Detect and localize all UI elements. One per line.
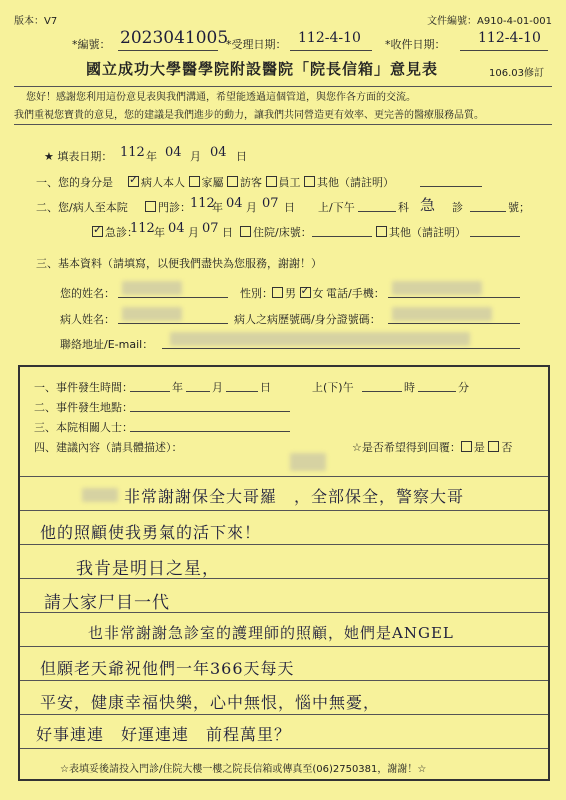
revision-label: 106.03修訂 <box>489 68 544 79</box>
event-staff-label: 三、本院相關人士： <box>34 421 133 434</box>
reply-no: 否 <box>501 441 513 454</box>
redacted-signature <box>290 453 326 471</box>
handwriting-line-3: 我肯是明日之星， <box>76 559 220 579</box>
other-row <box>376 224 466 240</box>
checkbox-female[interactable] <box>300 287 311 298</box>
serial-label: *編號： <box>72 38 111 51</box>
clinic-day-unit: 日 <box>284 201 295 214</box>
patient-name-label: 病人姓名： <box>60 313 115 326</box>
checkbox-patient[interactable] <box>128 176 139 187</box>
handwriting-line-5: 也非常謝謝急診室的護理師的照顧，她們是ANGEL <box>88 624 454 642</box>
clinic-month-unit: 月 <box>246 201 257 214</box>
dept-suffix: 科 <box>398 201 409 214</box>
gender-label: 性別： <box>240 287 273 300</box>
document-number: 文件編號：A910-4-01-001 <box>427 16 552 27</box>
version-label: 版本：V7 <box>14 16 58 27</box>
form-title: 國立成功大學醫學院附設醫院「院長信箱」意見表 <box>86 60 439 78</box>
identity-options <box>128 174 394 190</box>
clinic-row <box>145 199 191 215</box>
number-suffix: 號； <box>508 201 530 214</box>
male-label: 男 <box>285 287 296 300</box>
redacted-phone <box>392 281 482 295</box>
er-label: 急診： <box>105 226 138 239</box>
inpatient-row <box>240 224 312 240</box>
checkbox-reply-yes[interactable] <box>461 441 472 452</box>
event-month-unit: 月 <box>212 381 223 394</box>
event-ampm: 上(下)午 <box>312 381 354 394</box>
redacted-patient-name <box>122 307 182 321</box>
checkbox-inpatient[interactable] <box>240 226 251 237</box>
event-minute-unit: 分 <box>458 381 469 394</box>
clinic-day: 07 <box>262 196 279 211</box>
er-month: 04 <box>168 221 185 236</box>
option-family: 家屬 <box>201 176 224 189</box>
option-patient: 病人本人 <box>141 176 185 189</box>
redacted-name <box>122 281 182 295</box>
checkbox-male[interactable] <box>272 287 283 298</box>
reply-yes: 是 <box>473 441 485 454</box>
event-time-label: 一、事件發生時間： <box>34 381 133 394</box>
redacted-handwritten-name <box>82 488 118 502</box>
visit-other-label: 其他（請註明） <box>389 226 466 239</box>
clinic-year-unit: 年 <box>212 201 223 214</box>
serial-value: 2023041005 <box>120 28 229 48</box>
handwriting-line-8: 好事連連 好運連連 前程萬里？ <box>36 725 292 744</box>
intro-line-2: 我們重視您寶貴的意見，您的建議是我們進步的動力，讓我們共同營造更有效率、更完善的醫療服務品質。 <box>14 110 484 121</box>
fill-day: 04 <box>210 145 227 160</box>
er-day-unit: 日 <box>222 226 233 239</box>
option-other: 其他（請註明） <box>317 176 394 189</box>
checkbox-other[interactable] <box>304 176 315 187</box>
identity-label: 一、您的身分是 <box>36 176 113 189</box>
event-place-label: 二、事件發生地點： <box>34 401 133 414</box>
checkbox-visitor[interactable] <box>227 176 238 187</box>
accept-date-label: *受理日期： <box>226 38 287 51</box>
basic-info-label: 三、基本資料（請填寫，以便我們盡快為您服務，謝謝！） <box>36 257 322 270</box>
inpatient-label: 住院/床號： <box>253 226 312 239</box>
fill-date-label: ★ 填表日期： <box>44 150 113 163</box>
handwriting-line-1: 非常謝謝保全大哥羅 ，全部保全，警察大哥 <box>124 487 465 506</box>
option-visitor: 訪客 <box>240 176 262 189</box>
er-day: 07 <box>202 221 219 236</box>
event-hour-unit: 時 <box>404 381 415 394</box>
day-unit: 日 <box>236 150 247 163</box>
checkbox-reply-no[interactable] <box>488 441 499 452</box>
checkbox-clinic[interactable] <box>145 201 156 212</box>
redacted-address <box>170 332 470 346</box>
clinic-year: 112 <box>190 196 215 211</box>
dept-value: 急 <box>420 196 436 214</box>
handwriting-line-2: 他的照顧使我勇氣的活下來！ <box>40 523 262 542</box>
clinic-suffix: 診 <box>452 201 463 214</box>
fill-month: 04 <box>165 145 182 160</box>
year-unit: 年 <box>146 150 157 163</box>
event-year-unit: 年 <box>172 381 183 394</box>
checkbox-visit-other[interactable] <box>376 226 387 237</box>
receive-date-label: *收件日期： <box>385 38 446 51</box>
intro-line-1: 您好！感謝您利用這份意見表與我們溝通，希望能透過這個管道，與您作各方面的交流。 <box>26 92 416 103</box>
checkbox-staff[interactable] <box>266 176 277 187</box>
phone-label: 電話/手機： <box>326 287 385 300</box>
clinic-label: 門診： <box>158 201 191 214</box>
reply-label <box>352 439 512 455</box>
receive-date-value: 112-4-10 <box>478 30 541 46</box>
female-label: 女 <box>312 287 324 300</box>
option-staff: 員工 <box>278 176 301 189</box>
address-label: 聯絡地址/E-mail： <box>60 338 154 351</box>
accept-date-value: 112-4-10 <box>298 30 361 46</box>
handwriting-line-7: 平安，健康幸福快樂，心中無恨，惱中無憂， <box>40 693 381 712</box>
gender-options <box>272 285 324 301</box>
suggestion-label: 四、建議內容（請具體描述）： <box>34 441 183 454</box>
handwriting-line-4: 請大家尸目一代 <box>44 593 170 613</box>
handwriting-line-6: 但願老天爺祝他們一年366天每天 <box>40 659 295 678</box>
er-year: 112 <box>130 221 155 236</box>
reply-question: ☆是否希望得到回覆： <box>352 441 461 454</box>
chart-number-label: 病人之病歷號碼/身分證號碼： <box>234 313 381 326</box>
redacted-chart-number <box>392 307 492 321</box>
clinic-ampm: 上/下午 <box>318 201 355 214</box>
checkbox-er[interactable] <box>92 226 103 237</box>
clinic-month: 04 <box>226 196 243 211</box>
fill-year: 112 <box>120 145 145 160</box>
name-label: 您的姓名： <box>60 287 115 300</box>
footer-note: ☆表填妥後請投入門診/住院大樓一樓之院長信箱或傳真至(06)2750381，謝謝！☆ <box>60 764 427 775</box>
event-day-unit: 日 <box>260 381 271 394</box>
month-unit: 月 <box>190 150 201 163</box>
er-month-unit: 月 <box>188 226 199 239</box>
er-year-unit: 年 <box>154 226 165 239</box>
checkbox-family[interactable] <box>189 176 200 187</box>
visit-label: 二、您/病人至本院 <box>36 201 128 214</box>
